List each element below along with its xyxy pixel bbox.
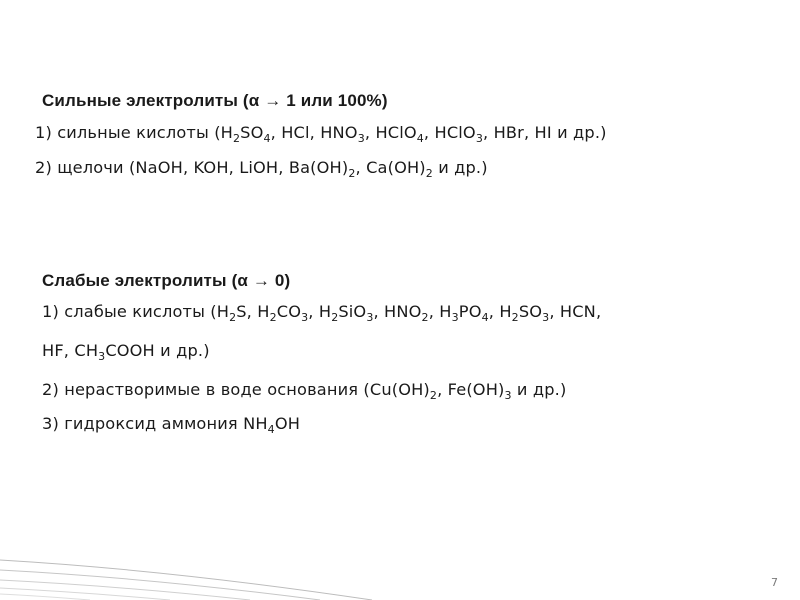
subscript: 3: [542, 310, 550, 324]
subscript: 2: [429, 388, 438, 402]
subscript: 3: [357, 131, 365, 145]
subscript: 2: [421, 310, 429, 324]
strong-item-2: 2) щелочи (NaOH, KOH, LiOH, $Ba(OH)_2$, $Ca(OH)_2$ и др.): [35, 158, 488, 180]
subscript: 3: [98, 349, 106, 363]
subscript: 4: [263, 131, 271, 145]
weak-item-1-continued: HF, $CH_3COOH$ и др.): [42, 341, 210, 363]
subscript: 3: [301, 310, 309, 324]
subscript: 3: [451, 310, 459, 324]
subscript: 3: [475, 131, 483, 145]
subscript: 2: [232, 131, 241, 145]
subscript: 2: [269, 310, 277, 324]
strong-heading: Сильные электролиты (α → 1 или 100%): [42, 91, 388, 110]
subscript: 2: [348, 166, 356, 180]
weak-item-2: 2) нерастворимые в воде основания ($Cu(OH)_2$, $Fe(OH)_3$ и др.): [42, 380, 567, 402]
corner-swoosh-decoration: [0, 490, 380, 600]
subscript: 4: [267, 422, 275, 436]
subscript: 4: [481, 310, 489, 324]
page-number: 7: [771, 576, 778, 589]
subscript: 2: [331, 310, 339, 324]
strong-item-1: 1) сильные кислоты ($H_2SO_4$, HCl, $HNO_3$, HClO$_4$, HClO$_3$, HBr, HI и др.): [35, 123, 607, 145]
weak-heading: Слабые электролиты (α → 0): [42, 271, 291, 290]
subscript: 4: [416, 131, 424, 145]
weak-item-1: 1) слабые кислоты ($H_2S$, $H_2CO_3$, $H_2SiO_3$, $HNO_2$, $H_3PO_4$, $H_2SO_3$, HCN,: [42, 302, 602, 324]
weak-item-3: 3) гидроксид аммония $NH_4OH$: [42, 414, 301, 436]
subscript: 3: [366, 310, 374, 324]
subscript: 2: [425, 166, 433, 180]
subscript: 3: [504, 388, 512, 402]
subscript: 2: [229, 310, 237, 324]
subscript: 2: [511, 310, 519, 324]
